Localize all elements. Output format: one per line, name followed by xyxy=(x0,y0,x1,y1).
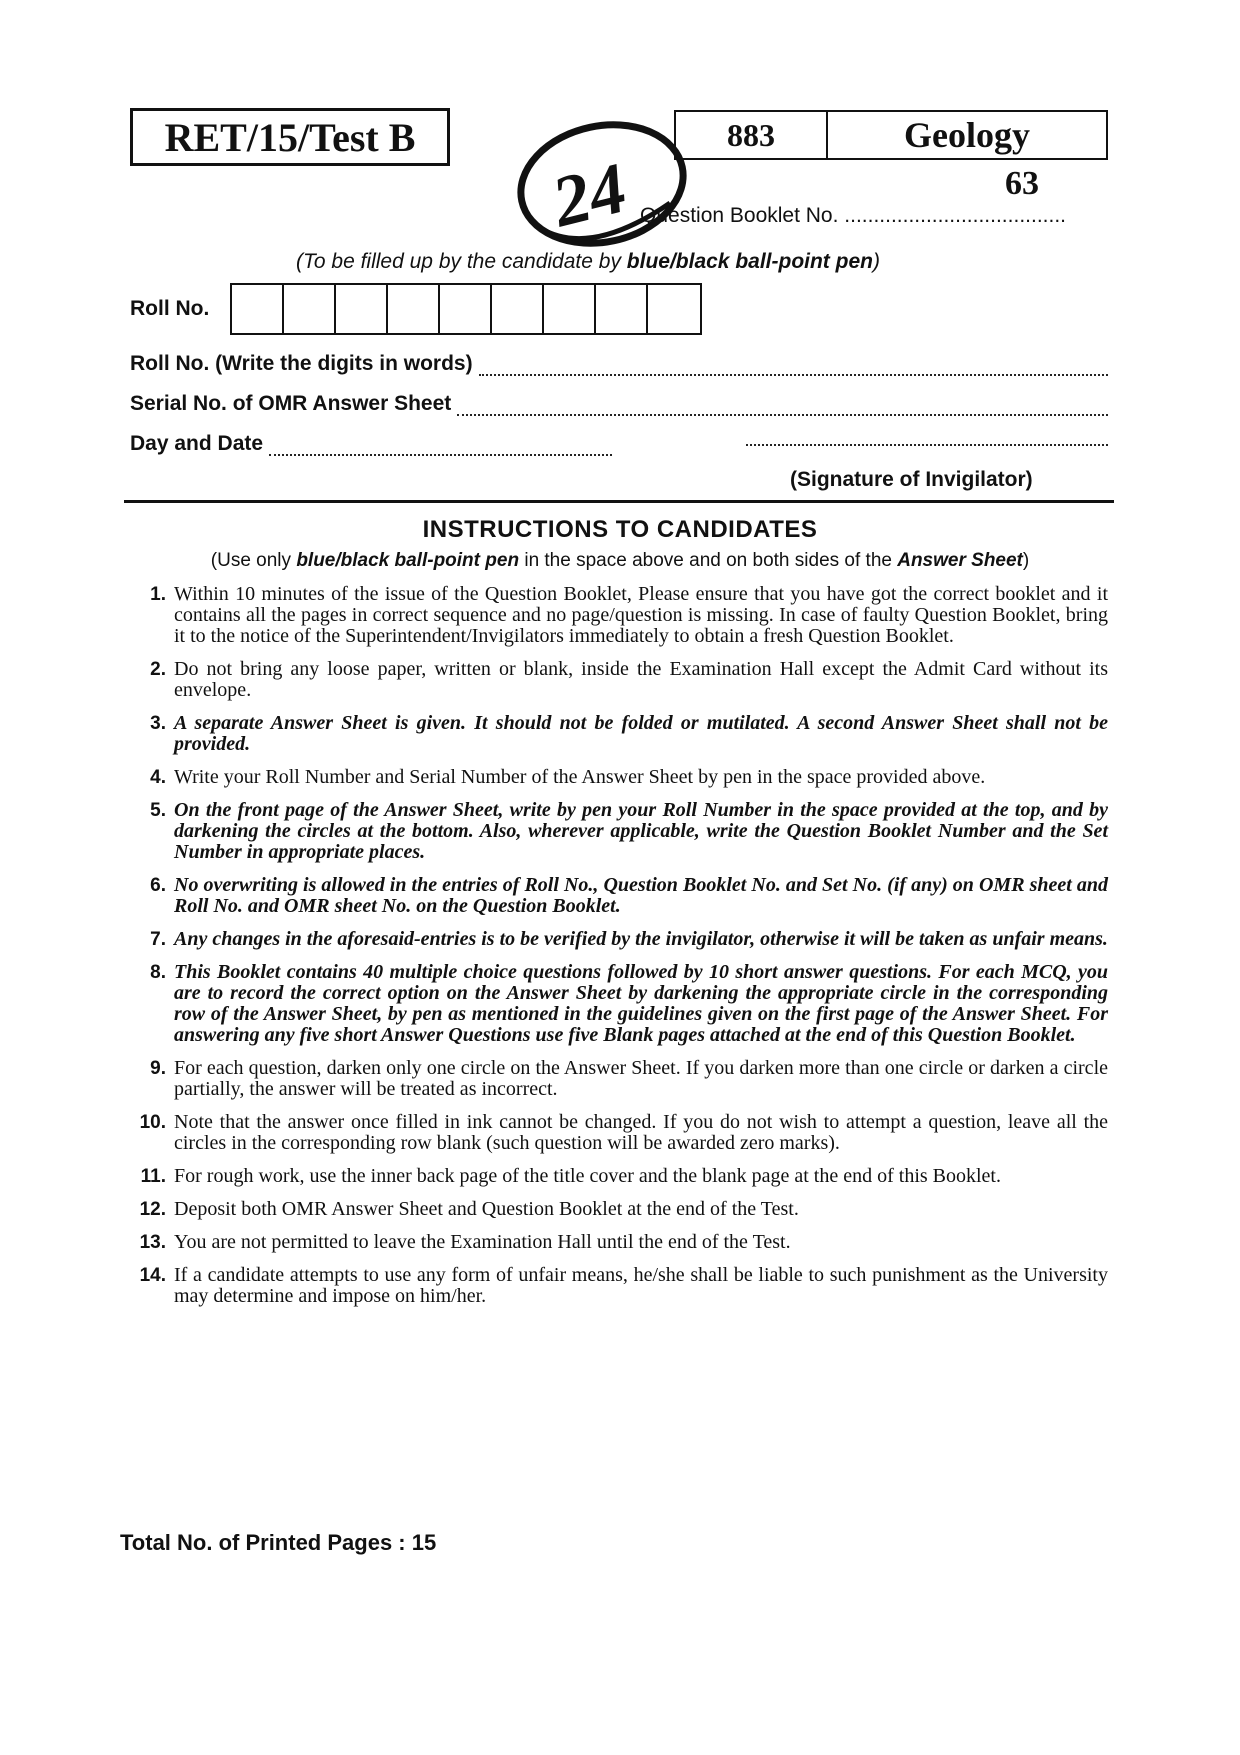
instruction-item: 14. If a candidate attempts to use any form of unfair means, he/she shall be liable to such punishment as the University may determine and impose on him/her. xyxy=(139,1264,1108,1307)
roll-digit-box[interactable] xyxy=(596,285,648,333)
roll-digit-box[interactable] xyxy=(544,285,596,333)
instruction-item: 12. Deposit both OMR Answer Sheet and Question Booklet at the end of the Test. xyxy=(139,1198,799,1220)
roll-words-field[interactable] xyxy=(130,352,1108,376)
roll-number-boxes[interactable] xyxy=(230,283,702,335)
test-code: RET/15/Test B xyxy=(164,114,416,160)
roll-digit-box[interactable] xyxy=(336,285,388,333)
omr-serial-label: Serial No. of OMR Answer Sheet xyxy=(130,392,452,415)
day-date-label: Day and Date xyxy=(130,432,264,455)
instruction-item: 4. Write your Roll Number and Serial Number of the Answer Sheet by pen in the space provided above. xyxy=(150,766,986,788)
instructions-list xyxy=(130,584,1108,1319)
roll-digit-box[interactable] xyxy=(440,285,492,333)
roll-digit-box[interactable] xyxy=(284,285,336,333)
roll-digit-box[interactable] xyxy=(648,285,700,333)
subject-name: Geology xyxy=(904,115,1030,155)
instruction-item: 9. For each question, darken only one circle on the Answer Sheet. If you darken more than one circle or darken a circle partially, the answer will be treated as incorrect. xyxy=(150,1057,1108,1100)
instruction-item: 11. For rough work, use the inner back page of the title cover and the blank page at the end of this Booklet. xyxy=(140,1165,1001,1187)
booklet-number: 63 xyxy=(1005,165,1039,202)
stamp-number: 24 xyxy=(544,147,634,243)
omr-serial-field[interactable] xyxy=(130,392,1108,416)
instruction-item: 1. Within 10 minutes of the issue of the Question Booklet, Please ensure that you have got the correct booklet and it contains all the pages in correct sequence and no page/question is missing. In case of faulty Question Booklet, bring it to the notice of the Superintendent/Invigilators immediately to obtain a fresh Question Booklet. xyxy=(150,583,1108,647)
booklet-number-label: Question Booklet No. ...................................... xyxy=(640,204,1066,227)
instructions-subtitle: (Use only blue/black ball-point pen in the space above and on both sides of the Answer Sheet) xyxy=(210,550,1030,571)
section-divider xyxy=(124,500,1114,503)
subject-code: 883 xyxy=(676,112,828,158)
fill-instruction: (To be filled up by the candidate by blue/black ball-point pen) xyxy=(296,250,880,273)
signature-line[interactable] xyxy=(746,444,1108,446)
instruction-item: 10. Note that the answer once filled in ink cannot be changed. If you do not wish to attempt a question, leave all the circles in the corresponding row blank (such question will be awarded zero marks). xyxy=(139,1111,1108,1154)
omr-serial-line[interactable] xyxy=(457,398,1108,416)
instruction-item: 8. This Booklet contains 40 multiple choice questions followed by 10 short answer questions. For each MCQ, you are to record the correct option on the Answer Sheet by darkening the appropriate circle in the corresponding row of the Answer Sheet, by pen as mentioned in the guidelines given on the first page of the Answer Sheet. For answering any five short Answer Questions use five Blank pages attached at the end of this Question Booklet. xyxy=(150,961,1108,1046)
instruction-item: 3. A separate Answer Sheet is given. It should not be folded or mutilated. A second Answer Sheet shall not be provided. xyxy=(150,712,1108,755)
day-date-line[interactable] xyxy=(269,438,612,456)
day-date-field[interactable] xyxy=(130,432,612,456)
roll-words-label: Roll No. (Write the digits in words) xyxy=(130,352,473,375)
test-code-box xyxy=(130,108,450,166)
instruction-item: 6. No overwriting is allowed in the entries of Roll No., Question Booklet No. and Set No. (if any) on OMR sheet and Roll No. and OMR sheet No. on the Question Booklet. xyxy=(150,874,1108,917)
roll-digit-box[interactable] xyxy=(232,285,284,333)
roll-number-label: Roll No. xyxy=(130,297,210,320)
instruction-item: 13. You are not permitted to leave the Examination Hall until the end of the Test. xyxy=(139,1231,791,1253)
instruction-item: 7. Any changes in the aforesaid-entries is to be verified by the invigilator, otherwise it will be taken as unfair means. xyxy=(150,928,1108,950)
printed-pages-count: Total No. of Printed Pages : 15 xyxy=(120,1530,437,1555)
roll-words-line[interactable] xyxy=(479,358,1108,376)
instruction-item: 5. On the front page of the Answer Sheet, write by pen your Roll Number in the space provided at the top, and by darkening the circles at the bottom. Also, wherever applicable, write the Question Booklet Number and the Set Number in appropriate places. xyxy=(150,799,1108,863)
roll-digit-box[interactable] xyxy=(388,285,440,333)
signature-label: (Signature of Invigilator) xyxy=(790,468,1033,491)
instruction-item: 2. Do not bring any loose paper, written or blank, inside the Examination Hall except the Admit Card without its envelope. xyxy=(150,658,1108,701)
instructions-title: INSTRUCTIONS TO CANDIDATES xyxy=(422,516,818,543)
roll-digit-box[interactable] xyxy=(492,285,544,333)
handwritten-stamp xyxy=(500,108,700,258)
subject-box xyxy=(674,110,1108,160)
